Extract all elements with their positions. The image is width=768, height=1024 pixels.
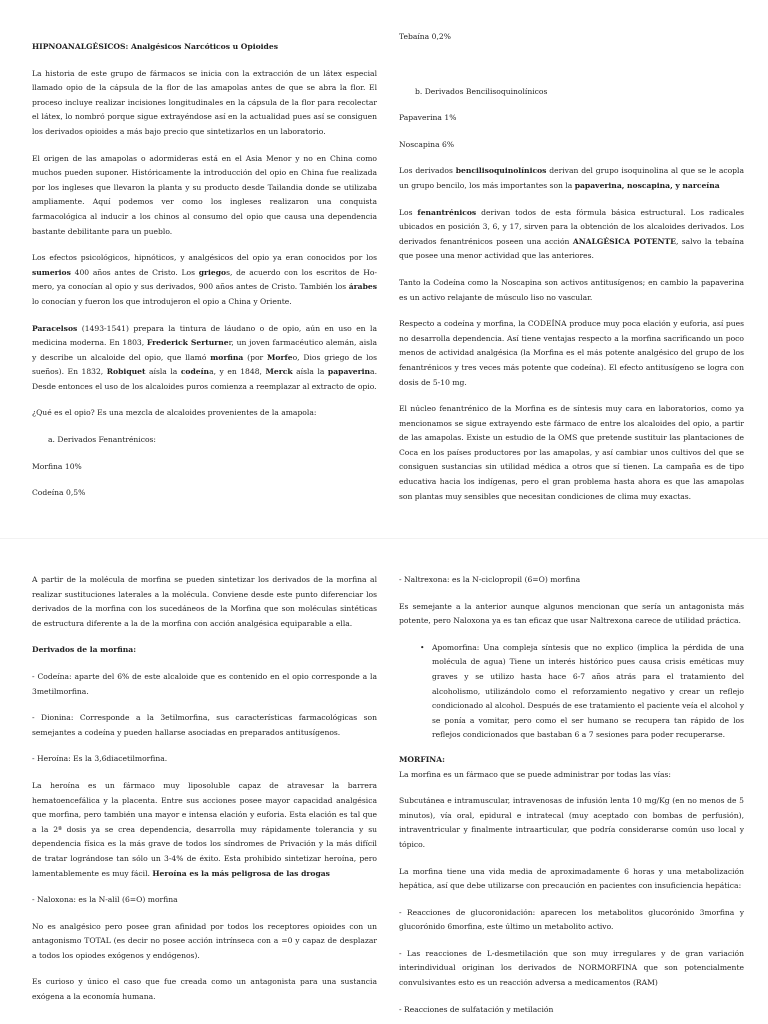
bold-merck: Merck xyxy=(265,367,293,377)
bold-papaverina: papaverin xyxy=(327,367,371,377)
paragraph-amapola-origin: El origen de las amapolas o adormideras está en el Asia Menor y no en China como muchos pueden suponer. Históricamente la introducción del opio en China fue realizada por los ingleses que llevaron la planta y su producto desde Tailandia donde se utilizaba ampliamente. Aquí podemos ver como los ingleses realizaron una conquista farmacológica al inducir a los chinos al consumo del opio que causa una dependencia bastante debilitante para un pueblo. xyxy=(32,153,377,236)
text-run: derivan del grupo isoquinolina al que se le acopla un grupo bencilo, los más importantes son la xyxy=(399,166,744,190)
bold-morfina: morfina xyxy=(210,352,244,362)
heading-derivados-morfina: Derivados de la morfina: xyxy=(32,645,137,655)
page-divider xyxy=(0,538,768,539)
item-dionina: - Dionina: Corresponde a la 3etilmorfina, sus características farmacológicas son semejantes a codeína y pueden hallarse asociadas en preparados antitusígenos. xyxy=(32,713,377,737)
bullet-apomorfina xyxy=(399,641,744,743)
text-run: a. Desde entonces el uso de los alcaloides puros comienza a reemplazar al extracto de opio. xyxy=(32,367,377,391)
list-item-derivados-fenantrenicos: a. Derivados Fenantrénicos: xyxy=(48,435,156,445)
paragraph-antitusigenos: Tanto la Codeína como la Noscapina son activos antitusígenos; en cambio la papaverina es un activo relajante de músculo liso no vascular. xyxy=(399,277,744,302)
paragraph-bencilisoquinolinicos xyxy=(399,164,744,193)
bold-robiquet: Robiquet xyxy=(106,367,146,377)
text-run: aísla la xyxy=(145,367,181,377)
text-run: o, Dios griego de los sueños). En 1832, xyxy=(32,352,378,377)
lower-left-column xyxy=(32,573,377,1005)
morfina-percentage: Morfina 10% xyxy=(32,461,82,471)
item-naltrexona: - Naltrexona: es la N-ciclopropil (6=O) morfina xyxy=(399,575,581,584)
paragraph-opio-history: La historia de este grupo de fármacos se inicia con la extracción de un látex especial llamado opio de la cápsula de la flor de las amapolas antes de que se abra la flor. El proceso incluye realizar incisiones longitudinales en la cápsula de la flor para recolectar el látex, lo nombró porque sigue extrayéndose así en la actualidad pues así se consiguen los derivados opioides a más bajo precio que sintetizarlos en un laboratorio. xyxy=(32,68,377,136)
paragraph-ancient-knowledge xyxy=(32,251,377,309)
bold-serturner: Frederick Serturne xyxy=(146,338,229,348)
text-run: s, de acuerdo con los escritos de Ho-mero, ya conocían al opio y sus derivados, 900 años antes de Cristo. También los xyxy=(32,267,377,292)
text-run: lo conocían y fueron los que introdujeron el opio a China y Oriente. xyxy=(32,296,292,306)
text-run: (1493-1541) prepara la tintura de láudano o de opio, aún en uso en la medicina moderna. En 1803, xyxy=(32,323,377,348)
item-sulfatacion: - Reacciones de sulfatación y metilación xyxy=(399,1004,554,1014)
bold-main-derivatives: papaverina, noscapina, y narceína xyxy=(574,180,720,190)
text-run: Los xyxy=(399,207,418,217)
item-glucoronidacion: - Reacciones de glucoronidación: aparecen los metabolitos glucorónido 3morfina y glucorónido 6morfina, este último un metabolito activo. xyxy=(399,907,744,932)
upper-left-column xyxy=(32,40,377,501)
bold-sumerios: sumerios xyxy=(32,267,71,277)
document-title: HIPNOANALGÉSICOS: Analgésicos Narcóticos u Opioides xyxy=(32,42,278,51)
paragraph-nucleo-fenantrenico: El núcleo fenantrénico de la Morfina es de síntesis muy cara en laboratorios, como ya mencionamos se sigue extrayendo este fármaco de entre los alcaloides del opio, a partir de las amapolas. Existe un estudio de la OMS que pretende sustituir las plantaciones de Coca en los países productores por las amapolas, y así cambiar unos cultivos del que se consiguen sustancias sin utilidad médica a otros que sí tienen. La campaña es de tipo educativa hacia los indígenas, pero el gran problema hasta ahora es que las amapolas son plantas muy sensibles que necesitan condiciones de clima muy exactas. xyxy=(399,404,744,501)
bold-griego: griego xyxy=(198,267,227,277)
list-item-derivados-bencilisoquinolinicos: b. Derivados Bencilisoquinolínicos xyxy=(415,86,548,96)
text-run: 400 años antes de Cristo. Los xyxy=(70,267,199,277)
question-que-es-opio: ¿Qué es el opio? Es una mezcla de alcaloides provenientes de la amapola: xyxy=(32,408,317,418)
bold-arabes: árabes xyxy=(348,282,377,292)
papaverina-percentage: Papaverina 1% xyxy=(399,113,457,123)
bold-paracelsos: Paracelsos xyxy=(32,323,78,333)
paragraph-codeina-morfina: Respecto a codeína y morfina, la CODEÍNA produce muy poca elación y euforia, así pues no desarrolla dependencia. Así tiene ventajas respecto a la morfina sacrificando un poco menos de actividad analgésica (la Morfina es el más potente analgésico del grupo de los fenantrénicos y tres veces más potente que codeína). El efecto antitusígeno se logra con dosis de 5-10 mg. xyxy=(399,319,744,387)
upper-right-column xyxy=(399,30,744,504)
noscapina-percentage: Noscapina 6% xyxy=(399,139,455,149)
codeina-percentage: Codeína 0,5% xyxy=(32,488,86,498)
bold-fenantrenicos: fenantrénicos xyxy=(417,207,477,217)
text-run: derivan todos de esta fórmula básica estructural. Los radicales ubicados en posición 3, 6, y 17, sirven para la obtención de los alcaloides derivados. Los derivados fenantrénicos poseen una acción xyxy=(399,207,744,246)
paragraph-fenantrenicos xyxy=(399,206,744,264)
bullet-icon: • xyxy=(420,642,425,652)
text-run: Los efectos psicológicos, hipnóticos, y analgésicos del opio ya eran conocidos por los xyxy=(32,253,377,263)
bold-bencilisoquinolinicos: bencilisoquinolínicos xyxy=(455,166,547,176)
paragraph-derivados-intro: A partir de la molécula de morfina se pueden sintetizar los derivados de la morfina al realizar sustituciones laterales a la molécula. Conviene desde este punto diferenciar los derivados de la morfina con los sucedáneos de la Morfina que son moléculas sintéticas de estructura diferente a la de la morfina con acción analgésica equiparable a ella. xyxy=(32,575,377,628)
paragraph-naloxona: No es analgésico pero posee gran afinidad por todos los receptores opioides con un antagonismo TOTAL (es decir no posee acción intrínseca con a =0 y capaz de desplazar a todos los opiodes exógenos y endógenos). xyxy=(32,921,377,960)
paragraph-vias: Subcutánea e intramuscular, intravenosas de infusión lenta 10 mg/Kg (en no menos de 5 minutos), vía oral, epidural e intratecal (muy aceptado con bombas de perfusión), intraventricular y finalmente intraarticular, que podría considerarse común uso local y tópico. xyxy=(399,796,744,849)
paragraph-heroina xyxy=(32,779,377,881)
item-codeina: - Codeína: aparte del 6% de este alcaloide que es contenido en el opio corresponde a la 3metilmorfina. xyxy=(32,671,377,696)
morfina-vias-intro: La morfina es un fármaco que se puede administrar por todas las vías: xyxy=(399,769,671,779)
text-run: r, un joven farmacéutico alemán, aisla y describe un alcaloide del opio, que llamó xyxy=(32,338,377,362)
text-run: La heroína es un fármaco muy liposoluble capaz de atravesar la barrera hematoencefálica y la placenta. Entre sus acciones posee mayor capacidad analgésica que morfina, pero también una mayor e intensa elación y euforia. Esta elación es tal que a la 2ª dosis ya se crea dependencia, desarrolla muy rápidamente tolerancia y su dependencia física es la más grave de todos los síndromes de Privación y la más difícil de tratar lográndose tan sólo un 3-4% de éxito. Esta prohibido sintetizar heroína, pero lamentablemente es muy fácil. xyxy=(32,780,377,878)
tebaina-percentage: Tebaína 0,2% xyxy=(399,32,451,41)
paragraph-curioso: Es curioso y único el caso que fue creada como un antagonista para una sustancia exógena a la economía humana. xyxy=(32,977,377,1002)
bold-morfeo: Morfe xyxy=(267,352,293,362)
paragraph-naltrexona: Es semejante a la anterior aunque algunos mencionan que sería un antagonista más potente, pero Naloxona ya es tan eficaz que usar Naltrexona carece de utilidad práctica. xyxy=(399,601,744,626)
item-naloxona: - Naloxona: es la N-alil (6=O) morfina xyxy=(32,895,178,905)
text-run: aísla la xyxy=(292,367,328,377)
heading-morfina: MORFINA: xyxy=(399,754,445,764)
text-run: Apomorfina: Una compleja síntesis que no explico (implica la pérdida de una molécula de agua) Tiene un interés histórico pues causa crisis eméticas muy graves y se utilizo hasta hace 6-7 años atrás para el tratamiento del alcoholismo, utilizándolo como el reforzamiento negativo y crear un reflejo condicionado al alcohol. Después de ese tratamiento el paciente veía el alcohol y se ponía a vomitar, pero como el ser humano se recupera tan rápido de los reflejos condicionados que bastaban 6 a 7 sesiones para poder recuperarse. xyxy=(432,642,744,740)
text-run: , salvo la tebaína que posee una menor actividad que las anteriores. xyxy=(399,236,745,261)
item-heroina: - Heroína: Es la 3,6diacetilmorfina. xyxy=(32,754,168,764)
text-run: a, y en 1848, xyxy=(209,367,266,377)
text-run: Los derivados xyxy=(399,166,456,176)
bold-analgesica-potente: ANALGÉSICA POTENTE xyxy=(572,236,676,246)
item-desmetilacion: - Las reacciones de L-desmetilación que son muy irregulares y de gran variación interindividual originan los derivados de NORMORFINA que son potencialmente convulsivantes esto es un reacción adversa a medicamentos (RAM) xyxy=(399,948,744,988)
text-run: (por xyxy=(243,352,268,362)
paragraph-alkaloid-history xyxy=(32,322,377,395)
lower-right-column xyxy=(399,573,744,1017)
bold-heroina-warning: Heroína es la más peligrosa de las drogas xyxy=(152,868,330,878)
paragraph-vida-media: La morfina tiene una vida media de aproximadamente 6 horas y una metabolización hepática, así que debe utilizarse con precaución en pacientes con insuficiencia hepática: xyxy=(399,866,744,891)
bold-codeina: codeín xyxy=(180,367,210,377)
